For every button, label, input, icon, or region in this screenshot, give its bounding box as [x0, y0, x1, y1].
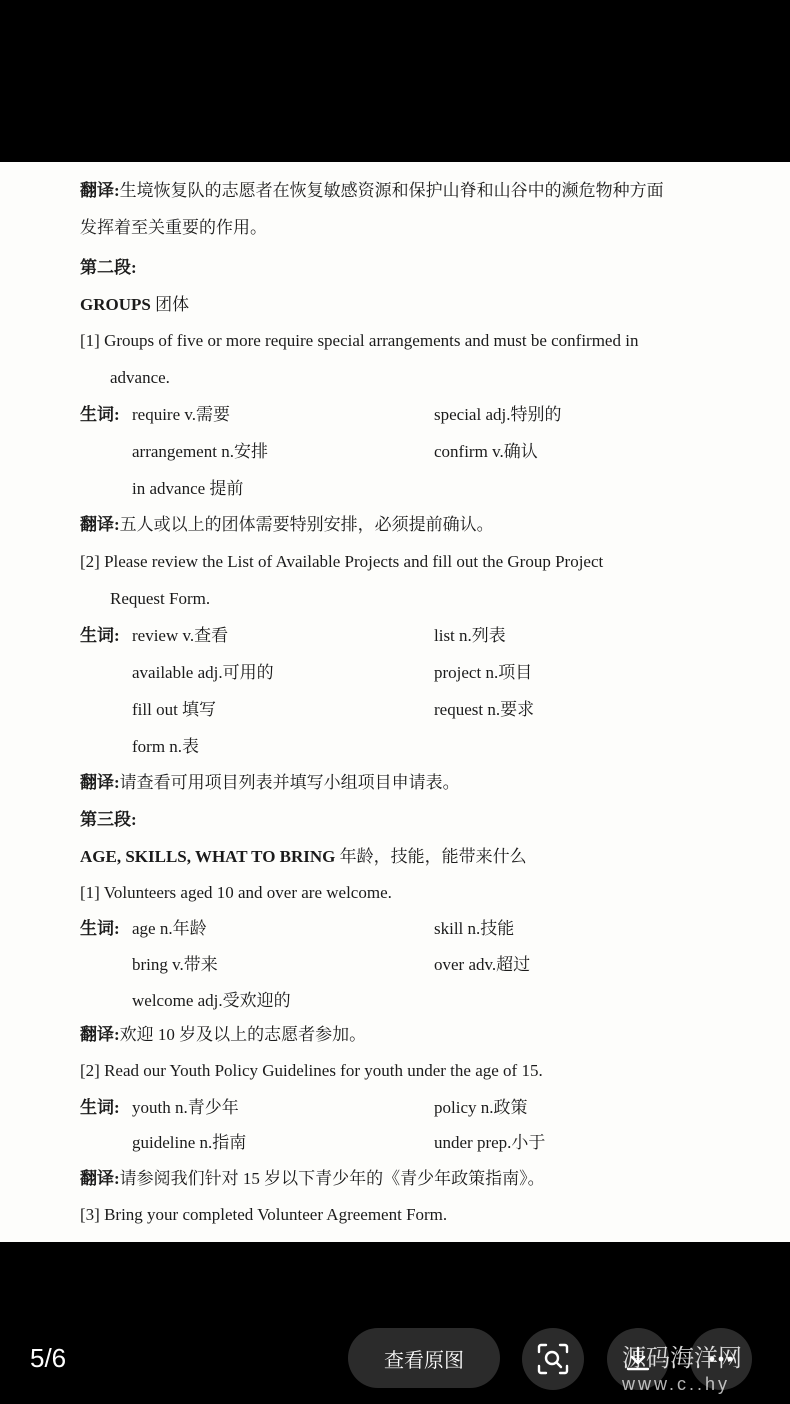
vocab-item: special adj.特别的	[434, 405, 562, 424]
vocab-item: available adj.可用的	[132, 663, 274, 682]
subheading: GROUPS 团体	[80, 295, 190, 314]
vocab-item: list n.列表	[434, 626, 506, 645]
vocab-label: 生词:	[80, 626, 120, 645]
vocab-item: skill n.技能	[434, 919, 515, 938]
vocab-item: require v.需要	[132, 405, 231, 424]
translation-line: 翻译:生境恢复队的志愿者在恢复敏感资源和保护山脊和山谷中的濒危物种方面	[80, 181, 664, 200]
vocab-item: over adv.超过	[434, 955, 531, 974]
document-page	[0, 162, 790, 1242]
vocab-item: form n.表	[132, 737, 200, 756]
vocab-item: bring v.带来	[132, 955, 218, 974]
watermark: 源码海洋网	[622, 1344, 742, 1372]
sentence-line: [3] Bring your completed Volunteer Agreement Form.	[80, 1205, 448, 1224]
vocab-item: review v.查看	[132, 626, 229, 645]
vocab-item: youth n.青少年	[132, 1098, 239, 1117]
translation-line: 翻译:请参阅我们针对 15 岁以下青少年的《青少年政策指南》。	[80, 1169, 545, 1188]
vocab-label: 生词:	[80, 405, 120, 424]
vocab-item: in advance 提前	[132, 479, 244, 498]
top-bar	[0, 0, 790, 162]
scan-button[interactable]	[522, 1328, 584, 1390]
scan-icon	[536, 1342, 570, 1376]
vocab-item: arrangement n.安排	[132, 442, 268, 461]
vocab-item: policy n.政策	[434, 1098, 528, 1117]
watermark-url: www.c..hy	[622, 1374, 731, 1394]
sentence-line: [2] Please review the List of Available Projects and fill out the Group Project	[80, 552, 604, 571]
view-original-button[interactable]: 查看原图	[348, 1328, 500, 1388]
section-heading: 第三段:	[80, 810, 137, 829]
translation-line: 翻译:五人或以上的团体需要特别安排，必须提前确认。	[80, 515, 494, 534]
vocab-label: 生词:	[80, 1098, 120, 1117]
translation-line: 翻译:欢迎 10 岁及以上的志愿者参加。	[80, 1025, 367, 1044]
text-line: 发挥着至关重要的作用。	[80, 218, 267, 237]
vocab-item: request n.要求	[434, 700, 535, 719]
sentence-line: advance.	[110, 368, 170, 387]
subheading: AGE, SKILLS, WHAT TO BRING 年龄，技能，能带来什么	[80, 847, 527, 866]
section-heading: 第二段:	[80, 258, 137, 277]
sentence-line: Request Form.	[110, 589, 211, 608]
sentence-line: [2] Read our Youth Policy Guidelines for youth under the age of 15.	[80, 1061, 543, 1080]
vocab-item: under prep.小于	[434, 1133, 546, 1152]
sentence-line: [1] Groups of five or more require special arrangements and must be confirmed in	[80, 331, 639, 350]
vocab-item: project n.项目	[434, 663, 533, 682]
page-counter: 5/6	[30, 1343, 67, 1373]
vocab-item: confirm v.确认	[434, 442, 538, 461]
vocab-label: 生词:	[80, 919, 120, 938]
vocab-item: fill out 填写	[132, 700, 217, 719]
vocab-item: guideline n.指南	[132, 1133, 247, 1152]
translation-line: 翻译:请查看可用项目列表并填写小组项目申请表。	[80, 773, 460, 792]
vocab-item: welcome adj.受欢迎的	[132, 991, 291, 1010]
vocab-item: age n.年龄	[132, 919, 207, 938]
sentence-line: [1] Volunteers aged 10 and over are welcome.	[80, 883, 392, 902]
